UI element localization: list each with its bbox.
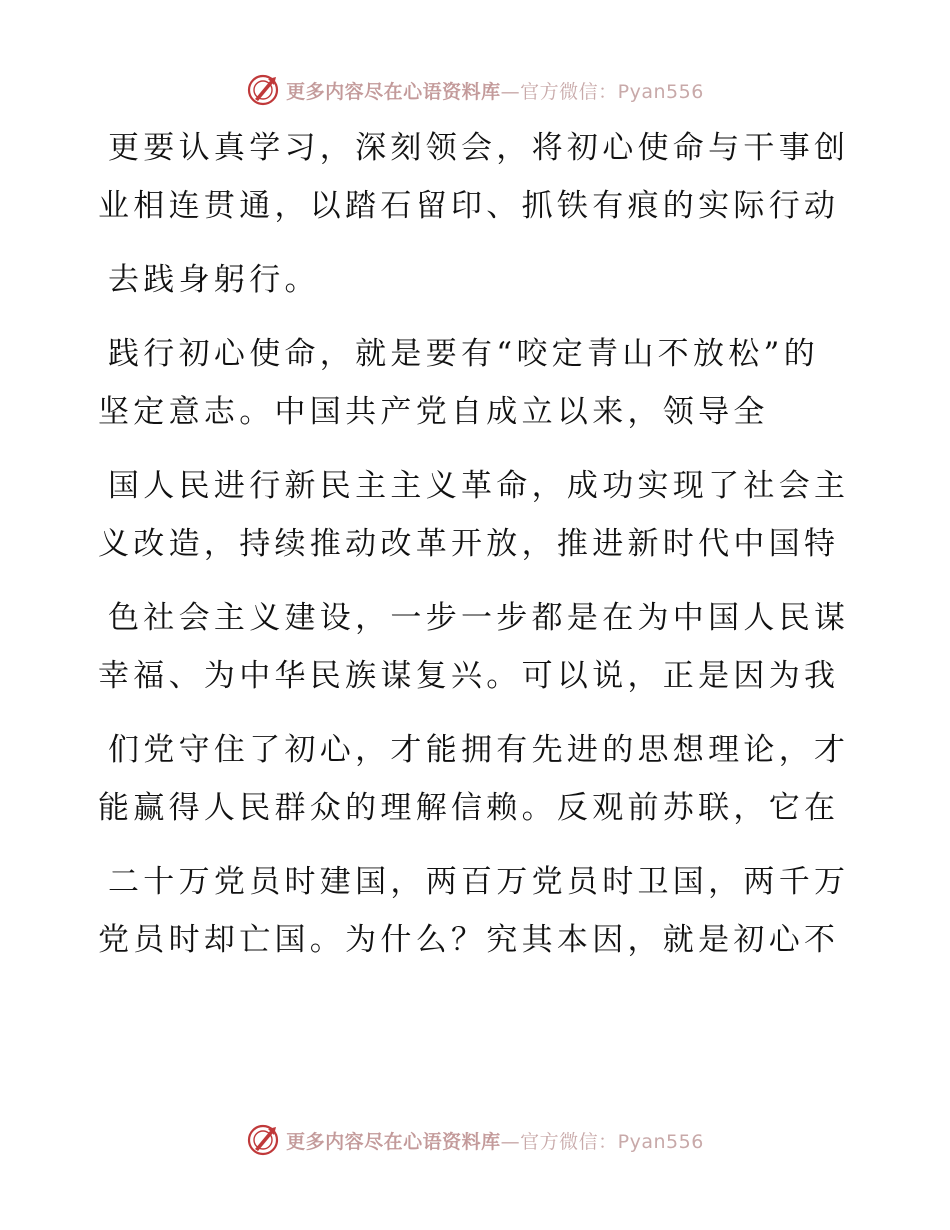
body-line-8: 色社会主义建设，一步一步都是在为中国人民谋 — [108, 600, 850, 636]
body-line-10: 们党守住了初心，才能拥有先进的思想理论，才 — [108, 732, 850, 768]
header-banner — [0, 72, 950, 108]
header-banner-text: 更多内容尽在心语资料库—官方微信：Pyan556 — [286, 80, 704, 103]
body-line-5: 坚定意志。中国共产党自成立以来，领导全 — [98, 394, 769, 430]
body-line-11: 能赢得人民群众的理解信赖。反观前苏联，它在 — [98, 790, 840, 826]
body-line-7: 义改造，持续推动改革开放，推进新时代中国特 — [98, 526, 840, 562]
body-line-9: 幸福、为中华民族谋复兴。可以说，正是因为我 — [98, 658, 840, 694]
body-line-1: 更要认真学习，深刻领会，将初心使命与干事创 — [108, 130, 850, 166]
body-line-13: 党员时却亡国。为什么？究其本因，就是初心不 — [98, 922, 840, 958]
body-line-12: 二十万党员时建国，两百万党员时卫国，两千万 — [108, 864, 850, 900]
body-line-6: 国人民进行新民主主义革命，成功实现了社会主 — [108, 468, 850, 504]
footer-banner-text: 更多内容尽在心语资料库—官方微信：Pyan556 — [286, 1130, 704, 1153]
body-line-3: 去践身躬行。 — [108, 262, 320, 298]
quill-seal-icon — [246, 1123, 280, 1157]
body-line-4: 践行初心使命，就是要有“咬定青山不放松”的 — [108, 336, 819, 372]
body-line-2: 业相连贯通，以踏石留印、抓铁有痕的实际行动 — [98, 188, 840, 224]
footer-banner — [0, 1122, 950, 1158]
quill-seal-icon — [246, 73, 280, 107]
